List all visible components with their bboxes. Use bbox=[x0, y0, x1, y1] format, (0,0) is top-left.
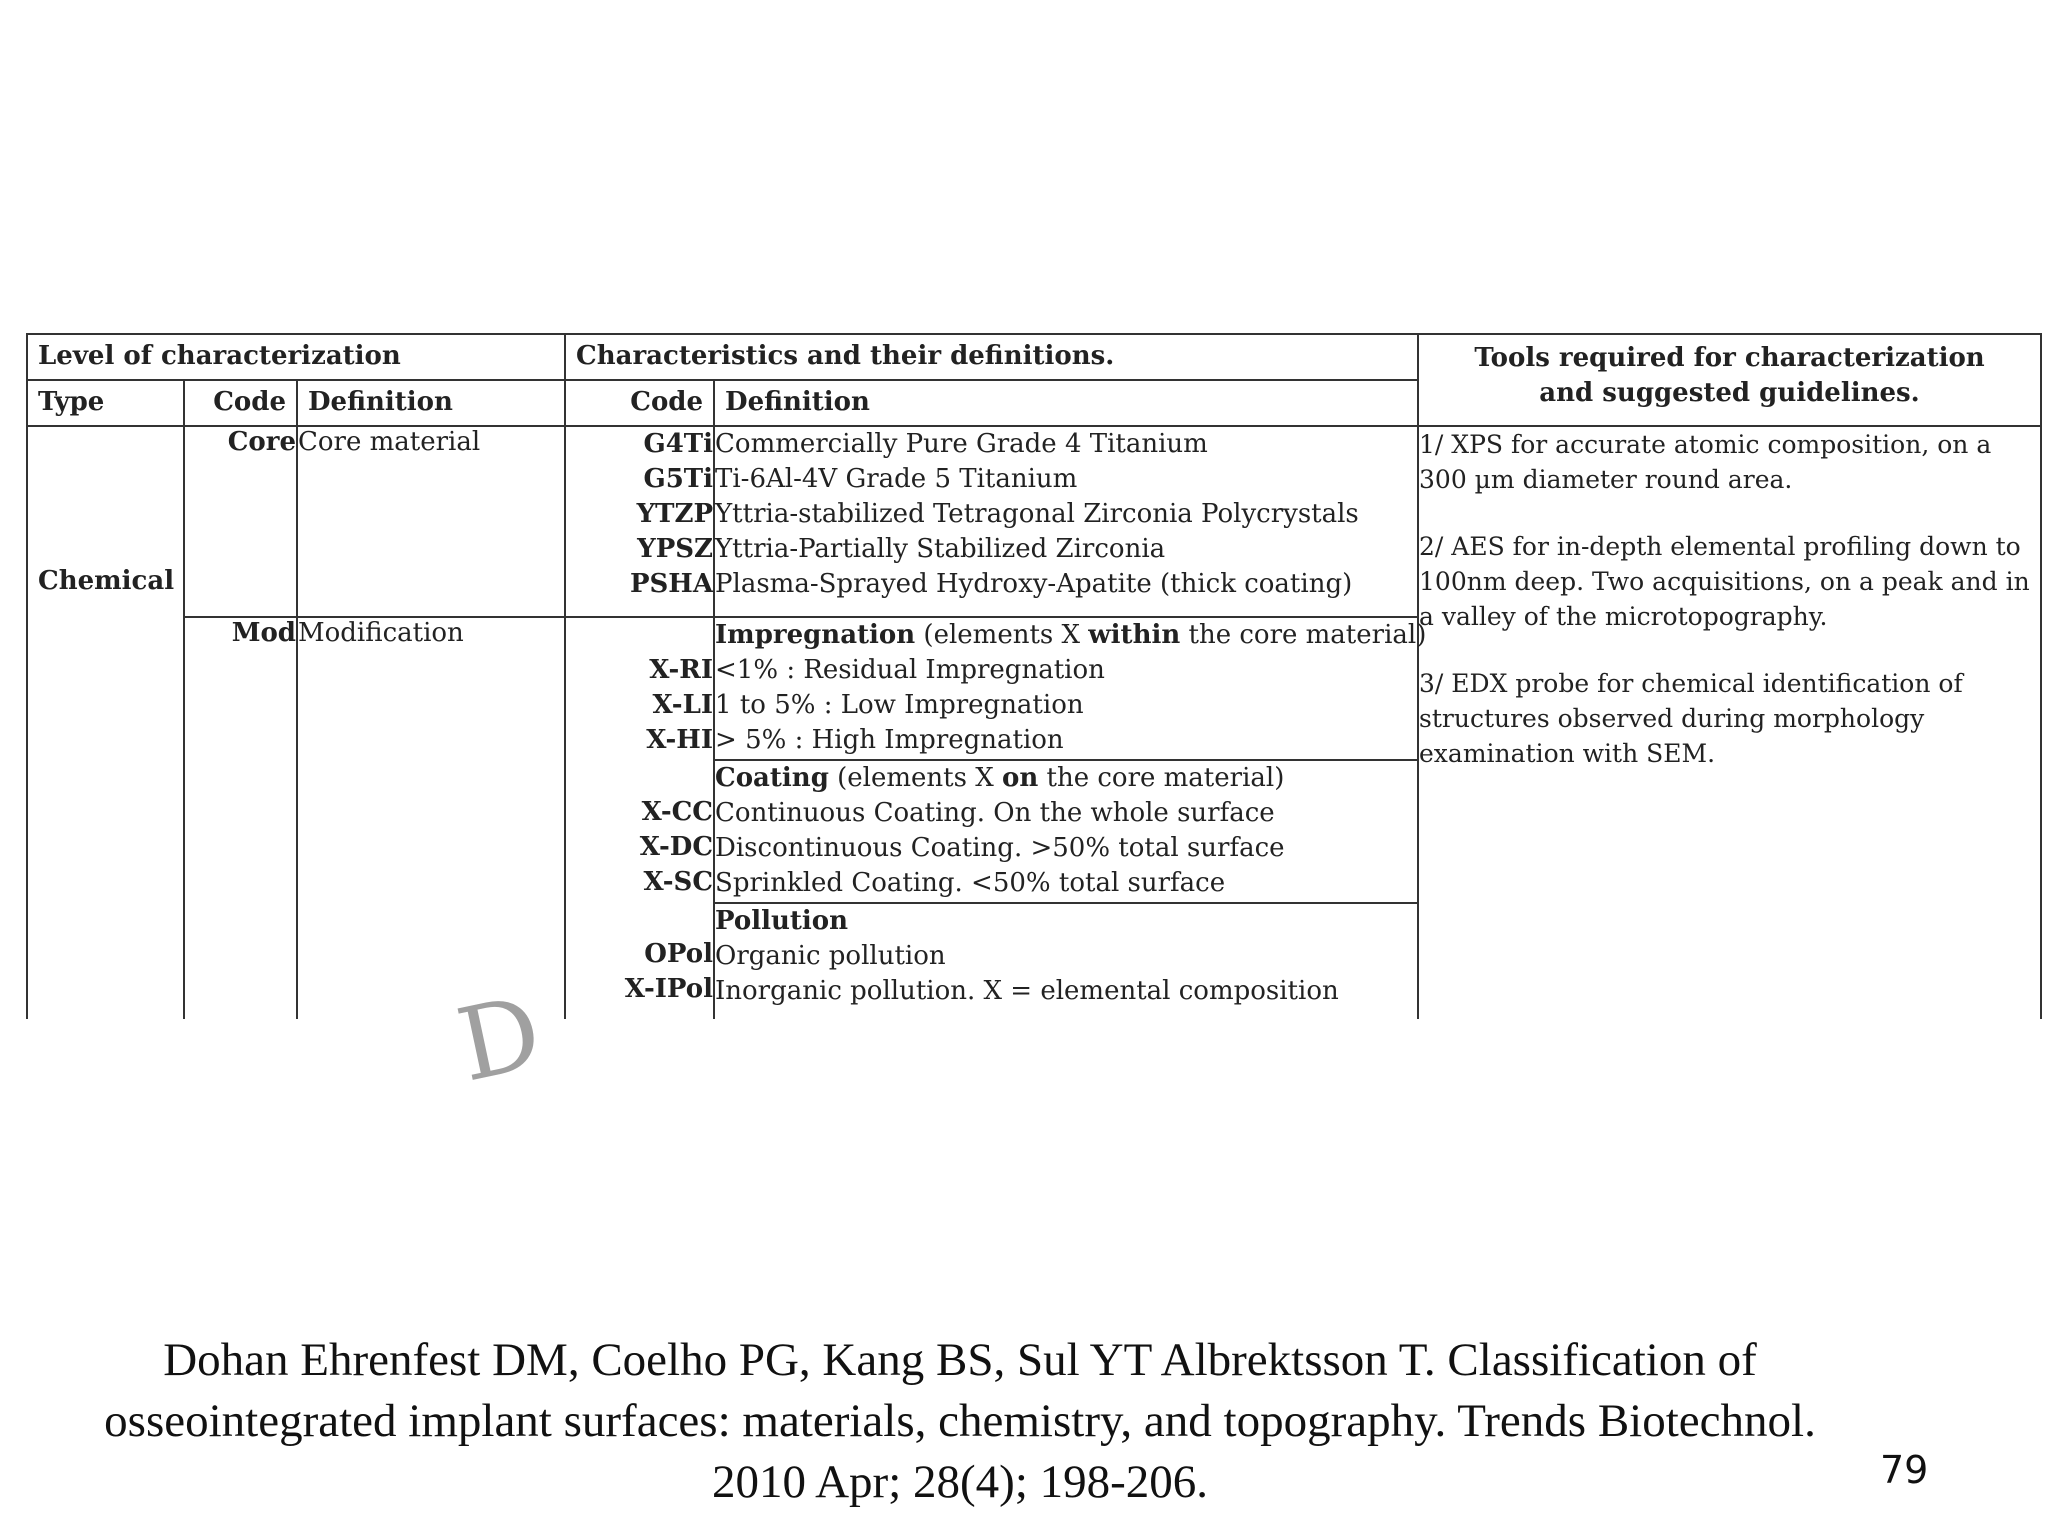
def-x-li: 1 to 5% : Low Impregnation bbox=[715, 690, 1084, 720]
tools-header-line2: and suggested guidelines. bbox=[1539, 378, 1920, 408]
code-x-dc: X-DC bbox=[639, 832, 714, 862]
citation: Dohan Ehrenfest DM, Coelho PG, Kang BS, Sul YT Albrektsson T. Classification of osseointegrated implant surfaces: materials, chemistry, and topography. Trends Biotechnol. 2010 Apr; 28(4); 198-206. bbox=[104, 1334, 1816, 1508]
def-opol: Organic pollution bbox=[715, 941, 946, 971]
char-definition-header: Definition bbox=[714, 380, 1418, 426]
def-g4ti: Commercially Pure Grade 4 Titanium bbox=[715, 429, 1208, 459]
mod-codes bbox=[565, 617, 714, 1019]
page-number: 79 bbox=[1880, 1448, 1929, 1492]
tools-aes: 2/ AES for in-depth elemental profiling down to 100nm deep. Two acquisitions, on a peak and in a valley of the microtopography. bbox=[1419, 532, 2030, 631]
core-definitions bbox=[714, 426, 1418, 617]
impregnation-title: Impregnation (elements X within the core material) bbox=[715, 620, 1427, 650]
definition-header: Definition bbox=[297, 380, 565, 426]
classification-table bbox=[26, 333, 2042, 1019]
def-x-dc: Discontinuous Coating. >50% total surface bbox=[715, 833, 1285, 863]
tools-header-line1: Tools required for characterization bbox=[1474, 343, 1985, 373]
watermark-fragment: D bbox=[448, 973, 551, 1105]
def-x-sc: Sprinkled Coating. <50% total surface bbox=[715, 868, 1226, 898]
tools-header bbox=[1418, 334, 2041, 426]
code-psha: PSHA bbox=[629, 569, 714, 599]
level-header: Level of characterization bbox=[27, 334, 565, 380]
coating-block bbox=[714, 760, 1418, 903]
code-header: Code bbox=[184, 380, 297, 426]
code-x-cc: X-CC bbox=[641, 797, 714, 827]
def-x-cc: Continuous Coating. On the whole surface bbox=[715, 798, 1275, 828]
tools-cell bbox=[1418, 426, 2041, 1019]
type-cell bbox=[27, 426, 184, 1019]
def-x-ri: <1% : Residual Impregnation bbox=[715, 655, 1105, 685]
def-psha: Plasma-Sprayed Hydroxy-Apatite (thick coating) bbox=[715, 569, 1353, 599]
tools-xps: 1/ XPS for accurate atomic composition, on a 300 µm diameter round area. bbox=[1419, 430, 1992, 494]
mod-definition: Modification bbox=[297, 617, 565, 1019]
code-x-sc: X-SC bbox=[643, 867, 714, 897]
code-g4ti: G4Ti bbox=[643, 429, 714, 459]
def-x-hi: > 5% : High Impregnation bbox=[715, 725, 1064, 755]
characteristics-header: Characteristics and their definitions. bbox=[565, 334, 1418, 380]
code-ytzp: YTZP bbox=[636, 499, 714, 529]
core-code: Core bbox=[184, 426, 297, 617]
pollution-title: Pollution bbox=[715, 906, 848, 936]
impregnation-block bbox=[714, 617, 1427, 760]
def-ytzp: Yttria-stabilized Tetragonal Zirconia Polycrystals bbox=[715, 499, 1359, 529]
code-x-ri: X-RI bbox=[649, 655, 714, 685]
code-x-ipol: X-IPol bbox=[624, 974, 714, 1004]
type-chemical: Chemical bbox=[38, 566, 175, 596]
pollution-block bbox=[714, 903, 1418, 1019]
def-ypsz: Yttria-Partially Stabilized Zirconia bbox=[715, 534, 1166, 564]
core-definition: Core material bbox=[297, 426, 565, 617]
char-code-header: Code bbox=[565, 380, 714, 426]
coating-title: Coating (elements X on the core material) bbox=[715, 763, 1285, 793]
mod-code: Mod bbox=[184, 617, 297, 1019]
core-codes bbox=[565, 426, 714, 617]
type-header: Type bbox=[27, 380, 184, 426]
code-x-hi: X-HI bbox=[646, 725, 714, 755]
def-x-ipol: Inorganic pollution. X = elemental composition bbox=[715, 976, 1339, 1006]
code-opol: OPol bbox=[644, 939, 714, 969]
code-g5ti: G5Ti bbox=[643, 464, 714, 494]
code-x-li: X-LI bbox=[652, 690, 714, 720]
tools-edx: 3/ EDX probe for chemical identification of structures observed during morphology examination with SEM. bbox=[1419, 669, 1963, 768]
def-g5ti: Ti-6Al-4V Grade 5 Titanium bbox=[715, 464, 1078, 494]
code-ypsz: YPSZ bbox=[637, 534, 714, 564]
